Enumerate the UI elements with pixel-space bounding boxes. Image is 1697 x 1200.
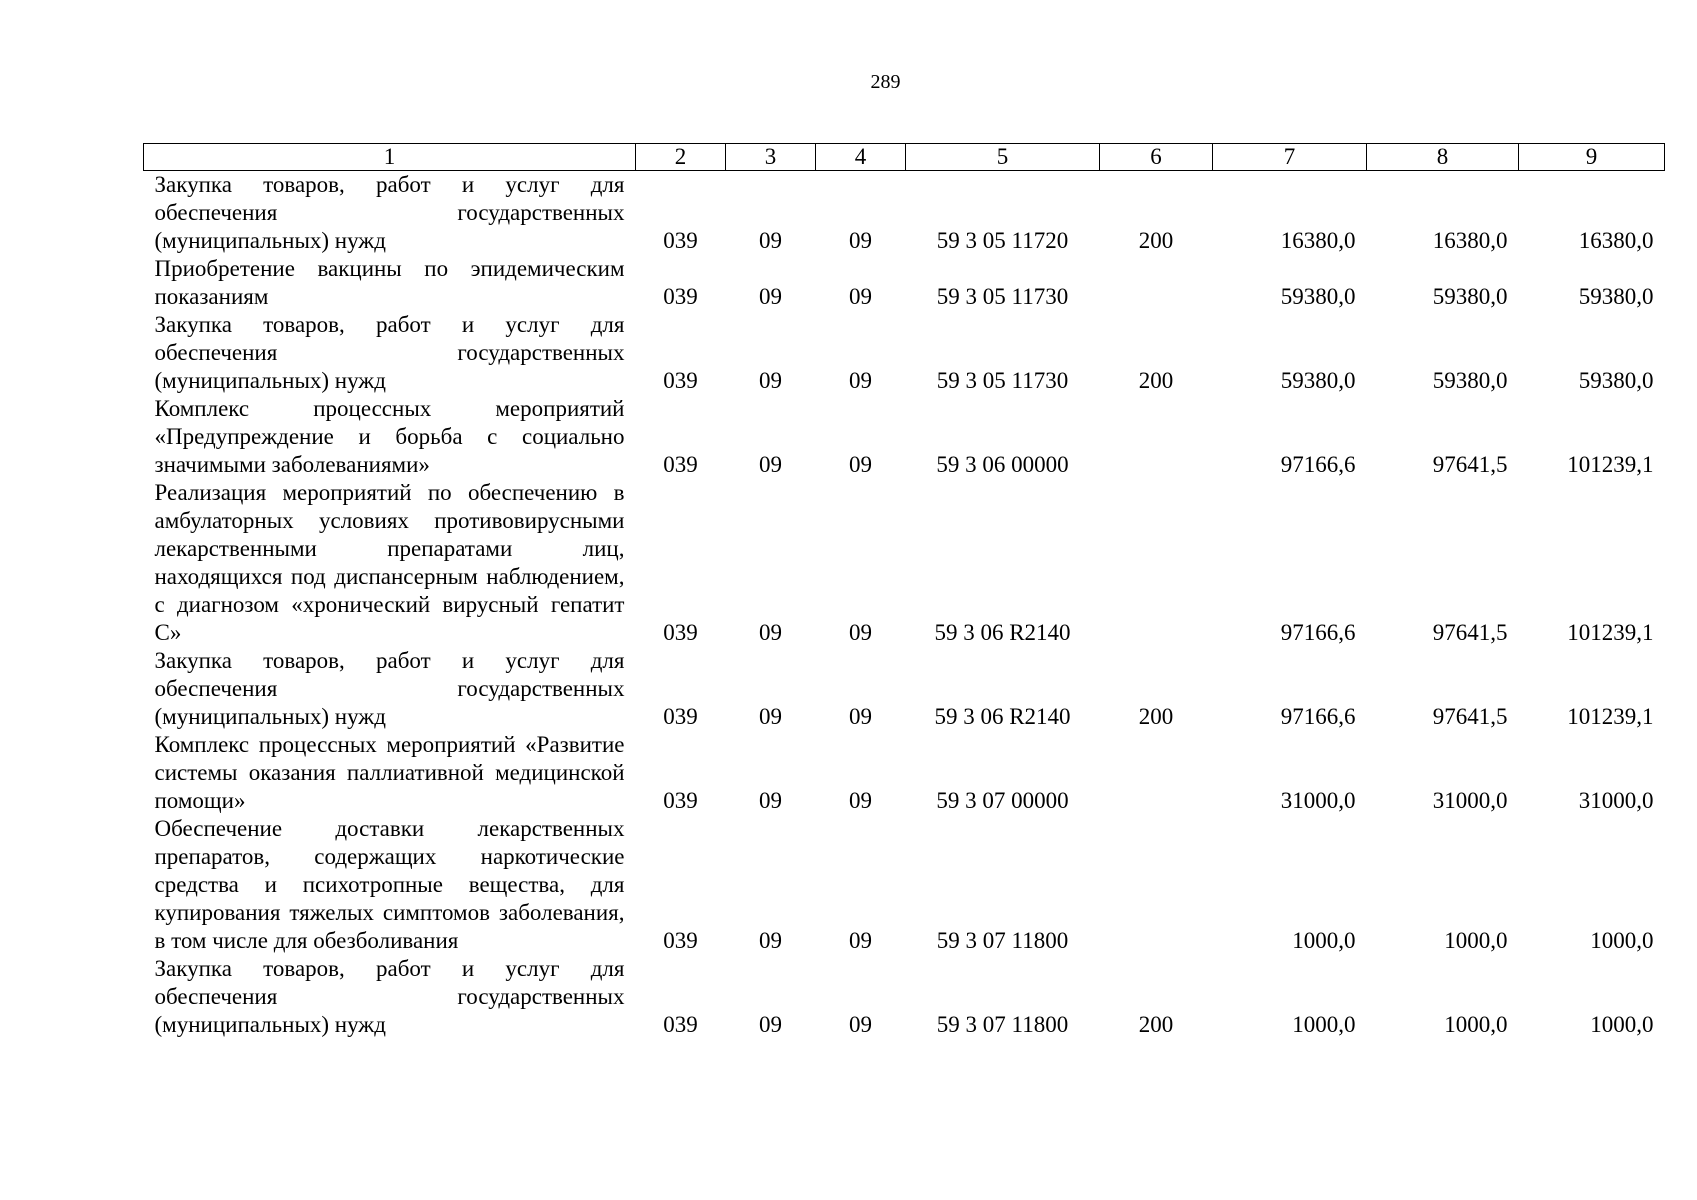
column-header-3: 3 — [726, 144, 816, 171]
target-article-cell: 59 3 06 00000 — [936, 452, 1069, 477]
column-header-2: 2 — [636, 144, 726, 171]
expense-type-cell — [1100, 815, 1213, 955]
value-col7-cell: 97166,6 — [1280, 704, 1356, 729]
value-col7-cell: 1000,0 — [1292, 928, 1356, 953]
value-col8-cell: 1000,0 — [1444, 1012, 1508, 1037]
gr-code-cell: 039 — [663, 368, 698, 393]
gr-code-cell: 039 — [663, 284, 698, 309]
expense-type-cell: 200 — [1138, 228, 1174, 253]
column-header-7: 7 — [1213, 144, 1367, 171]
table-row — [144, 731, 1665, 815]
expense-type-cell: 200 — [1138, 368, 1174, 393]
target-article-cell: 59 3 05 11730 — [936, 284, 1069, 309]
subsection-code-cell: 09 — [849, 284, 872, 309]
value-col9-cell: 16380,0 — [1578, 228, 1654, 253]
subsection-code-cell: 09 — [849, 1012, 872, 1037]
value-col9-cell: 1000,0 — [1590, 1012, 1654, 1037]
target-article-cell: 59 3 07 11800 — [936, 1012, 1069, 1037]
target-article-cell: 59 3 05 11730 — [936, 368, 1069, 393]
section-code-cell: 09 — [759, 284, 782, 309]
section-code-cell: 09 — [759, 704, 782, 729]
column-header-9: 9 — [1519, 144, 1665, 171]
value-col8-cell: 16380,0 — [1432, 228, 1508, 253]
value-col9-cell: 101239,1 — [1567, 620, 1654, 645]
expense-type-cell — [1100, 255, 1213, 311]
expense-type-cell: 200 — [1138, 1012, 1174, 1037]
target-article-cell: 59 3 07 11800 — [936, 928, 1069, 953]
description-cell: Закупка товаров, работ и услуг для обеспечения государственных (муниципальных) нужд — [154, 172, 625, 253]
value-col8-cell: 97641,5 — [1432, 704, 1508, 729]
expense-type-cell — [1100, 395, 1213, 479]
description-cell: Закупка товаров, работ и услуг для обеспечения государственных (муниципальных) нужд — [154, 312, 625, 393]
column-header-5: 5 — [906, 144, 1100, 171]
section-code-cell: 09 — [759, 368, 782, 393]
gr-code-cell: 039 — [663, 228, 698, 253]
subsection-code-cell: 09 — [849, 368, 872, 393]
value-col7-cell: 59380,0 — [1280, 284, 1356, 309]
table-row — [144, 171, 1665, 256]
table-body — [144, 171, 1665, 1040]
value-col7-cell: 1000,0 — [1292, 1012, 1356, 1037]
value-col7-cell: 97166,6 — [1280, 452, 1356, 477]
description-cell: Обеспечение доставки лекарственных препаратов, содержащих наркотические средства и психотропные вещества, для купирования тяжелых симптомов заболевания, в том числе для обезболивания — [154, 816, 625, 953]
column-header-8: 8 — [1367, 144, 1519, 171]
subsection-code-cell: 09 — [849, 452, 872, 477]
section-code-cell: 09 — [759, 1012, 782, 1037]
table-row — [144, 255, 1665, 311]
section-code-cell: 09 — [759, 620, 782, 645]
gr-code-cell: 039 — [663, 704, 698, 729]
header-row — [144, 144, 1665, 171]
value-col7-cell: 16380,0 — [1280, 228, 1356, 253]
gr-code-cell: 039 — [663, 1012, 698, 1037]
description-cell: Закупка товаров, работ и услуг для обеспечения государственных (муниципальных) нужд — [154, 956, 625, 1037]
subsection-code-cell: 09 — [849, 928, 872, 953]
description-cell: Приобретение вакцины по эпидемическим показаниям — [154, 256, 625, 309]
subsection-code-cell: 09 — [849, 620, 872, 645]
subsection-code-cell: 09 — [849, 704, 872, 729]
description-cell: Реализация мероприятий по обеспечению в амбулаторных условиях противовирусными лекарственными препаратами лиц, находящихся под диспансерным наблюдением, с диагнозом «хронический вирусный гепатит С» — [154, 480, 625, 645]
column-header-4: 4 — [816, 144, 906, 171]
value-col9-cell: 31000,0 — [1578, 788, 1654, 813]
description-cell: Комплекс процессных мероприятий «Развитие системы оказания паллиативной медицинской помощи» — [154, 732, 625, 813]
value-col8-cell: 97641,5 — [1432, 620, 1508, 645]
value-col9-cell: 59380,0 — [1578, 368, 1654, 393]
budget-table — [143, 143, 1665, 1039]
target-article-cell: 59 3 07 00000 — [936, 788, 1069, 813]
description-cell: Комплекс процессных мероприятий «Предупреждение и борьба с социально значимыми заболеваниями» — [154, 396, 625, 477]
column-header-1: 1 — [144, 144, 636, 171]
value-col9-cell: 59380,0 — [1578, 284, 1654, 309]
section-code-cell: 09 — [759, 452, 782, 477]
table-row — [144, 955, 1665, 1039]
value-col7-cell: 97166,6 — [1280, 620, 1356, 645]
subsection-code-cell: 09 — [849, 228, 872, 253]
value-col9-cell: 1000,0 — [1590, 928, 1654, 953]
value-col8-cell: 1000,0 — [1444, 928, 1508, 953]
gr-code-cell: 039 — [663, 452, 698, 477]
description-cell: Закупка товаров, работ и услуг для обеспечения государственных (муниципальных) нужд — [154, 648, 625, 729]
value-col8-cell: 59380,0 — [1432, 368, 1508, 393]
value-col7-cell: 59380,0 — [1280, 368, 1356, 393]
table-row — [144, 311, 1665, 395]
table-row — [144, 815, 1665, 955]
expense-type-cell — [1100, 479, 1213, 647]
table-row — [144, 647, 1665, 731]
value-col8-cell: 31000,0 — [1432, 788, 1508, 813]
subsection-code-cell: 09 — [849, 788, 872, 813]
gr-code-cell: 039 — [663, 620, 698, 645]
value-col9-cell: 101239,1 — [1567, 704, 1654, 729]
column-header-6: 6 — [1100, 144, 1213, 171]
value-col8-cell: 59380,0 — [1432, 284, 1508, 309]
value-col8-cell: 97641,5 — [1432, 452, 1508, 477]
value-col7-cell: 31000,0 — [1280, 788, 1356, 813]
table-row — [144, 395, 1665, 479]
target-article-cell: 59 3 06 R2140 — [934, 704, 1071, 729]
value-col9-cell: 101239,1 — [1567, 452, 1654, 477]
section-code-cell: 09 — [759, 228, 782, 253]
page-number: 289 — [870, 71, 901, 93]
gr-code-cell: 039 — [663, 788, 698, 813]
expense-type-cell: 200 — [1138, 704, 1174, 729]
target-article-cell: 59 3 06 R2140 — [934, 620, 1071, 645]
section-code-cell: 09 — [759, 788, 782, 813]
table-row — [144, 479, 1665, 647]
expense-type-cell — [1100, 731, 1213, 815]
section-code-cell: 09 — [759, 928, 782, 953]
target-article-cell: 59 3 05 11720 — [936, 228, 1069, 253]
gr-code-cell: 039 — [663, 928, 698, 953]
